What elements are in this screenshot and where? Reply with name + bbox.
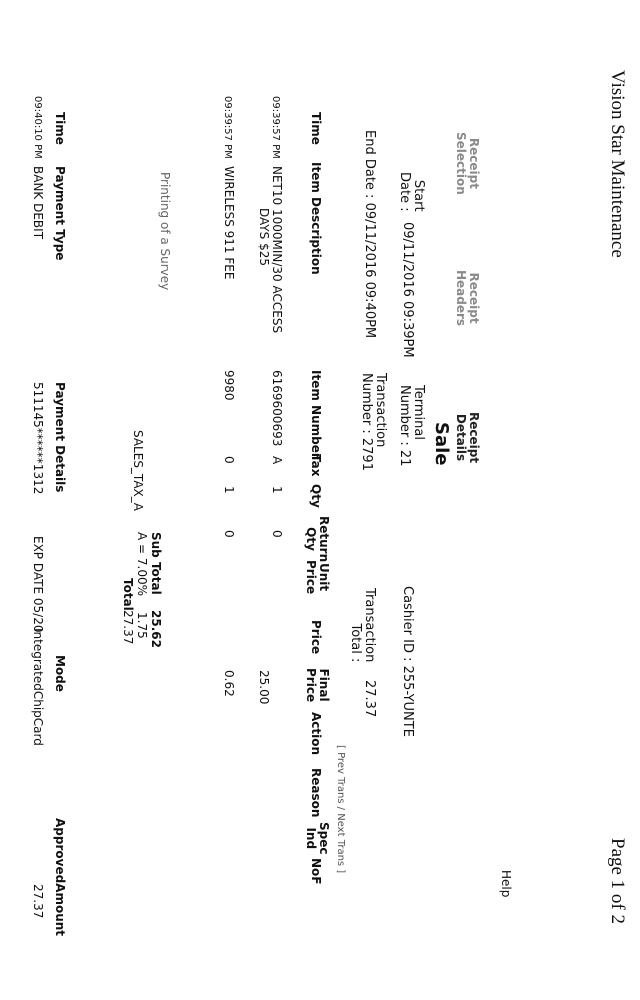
sales-tax-label: SALES_TAX_A [131,430,145,511]
row-final-price: 0.62 [222,670,236,697]
header-line: Final [317,668,331,702]
col-header-unit-price [304,560,330,594]
payment-header-mode: Mode [53,655,67,692]
start-date-value: 09/11/2016 09:39PM [400,222,415,358]
payment-header-type: Payment Type [53,166,67,261]
payment-exp-date: EXP DATE 05/20 [31,536,45,633]
header-line: Ind [304,827,318,850]
row-tax-code: A [270,456,284,465]
page-indicator: Page 1 of 2 [607,838,628,925]
transaction-total-label [348,588,376,662]
col-header-final-price [304,668,330,702]
label-line: Terminal [411,385,426,440]
col-header-tax: Tax [309,454,323,477]
page-title: Vision Star Maintenance [607,70,628,258]
tab-receipt-details[interactable] [454,412,480,463]
col-header-reason: Reason [309,768,323,818]
row-time [269,96,283,159]
payment-time: 09:40:10 PM [32,96,43,159]
row-qty: 1 [222,486,236,494]
header-line: Return [317,516,331,563]
survey-note: Printing of a Survey [158,172,172,291]
row-time-text: 09:39:57 PM [222,96,233,159]
row-return-qty: 0 [270,530,284,538]
row-item-number: 9980 [222,370,236,401]
payment-details: 511145******1312 [31,382,45,495]
payment-approved-amount: 27.37 [31,884,45,919]
description-line: DAYS $25 [257,208,271,266]
row-time [221,96,235,159]
row-qty: 1 [270,486,284,494]
row-final-price: 25.00 [257,670,271,705]
end-date-value: 09/11/2016 09:40PM [362,202,377,339]
payment-type: BANK DEBIT [31,166,45,240]
payment-mode: IntegratedChipCard [31,628,45,746]
transaction-label: Number : [359,373,374,434]
label-line [397,385,411,466]
transaction-total-value: 27.37 [362,680,377,718]
header-line: Price [304,668,318,703]
transaction-value: 2791 [359,437,374,471]
item-number-text: 6169600693 [270,370,284,447]
total-value: 27.37 [121,610,135,645]
label-line: Total : [348,623,363,663]
col-header-item-number: Item Number [309,370,323,459]
terminal-number [397,385,425,466]
tab-receipt-headers[interactable] [454,270,480,326]
col-header-time: Time [309,112,323,145]
row-return-qty: 0 [222,530,236,538]
transaction-number [359,373,387,471]
row-item-number [270,370,283,446]
row-tax: 0 [222,456,236,464]
tab-label-line: Receipt [467,272,481,324]
terminal-label: Number : [397,385,412,446]
description-line: NET10 1000MIN/30 ACCESS [270,166,284,334]
tab-label-line: Selection [454,132,468,195]
col-header-spec-ind [304,822,330,854]
label-line: Transaction [362,588,377,663]
tab-label-line: Receipt [467,137,481,189]
tax-rate: A = 7.00% [135,532,149,597]
header-line: Spec [317,822,331,855]
subtotal-value: 25.62 [149,610,163,648]
col-header-qty: Qty [309,484,323,508]
prev-next-trans-link[interactable]: [ Prev Trans / Next Trans ] [335,745,346,874]
sale-title: Sale [431,422,452,466]
tax-value: 1.75 [135,612,149,639]
row-time-text: 09:39:57 PM [270,96,281,159]
header-line: Unit [317,562,331,592]
header-line: Price [304,560,318,595]
header-line: Qty [304,527,318,551]
col-header-action: Action [309,712,323,756]
start-date-label [397,172,425,212]
col-header-return-qty [304,516,330,562]
terminal-value: 21 [397,449,412,467]
row-description: WIRELESS 911 FEE [222,166,236,280]
payment-header-time: Time [53,112,67,145]
help-link[interactable]: Help [499,870,513,898]
row-description [257,166,283,333]
cashier-row [400,586,414,737]
col-header-price: Price [309,620,323,655]
payment-header-approved-amount: ApprovedAmount [53,818,67,937]
label-line: Transaction [373,373,388,448]
tab-receipt-selection[interactable] [454,132,480,195]
total-label: Total [121,578,135,611]
end-date-row [362,130,376,338]
tab-label-line: Headers [454,270,468,327]
label-line [359,373,373,471]
cashier-label: Cashier ID : [400,586,415,662]
end-date-label: End Date : [362,130,377,199]
payment-header-details: Payment Details [53,382,67,493]
tab-label-line: Details [454,413,468,462]
tab-label-line: Receipt [467,412,481,464]
col-header-item-description: Item Description [309,162,323,275]
label-line: Date : [397,172,412,212]
cashier-value: 255-YUNTE [400,665,415,737]
col-header-nof: NoF [309,858,323,885]
label-line: Start [411,179,426,212]
subtotal-label: Sub Total [149,532,163,595]
